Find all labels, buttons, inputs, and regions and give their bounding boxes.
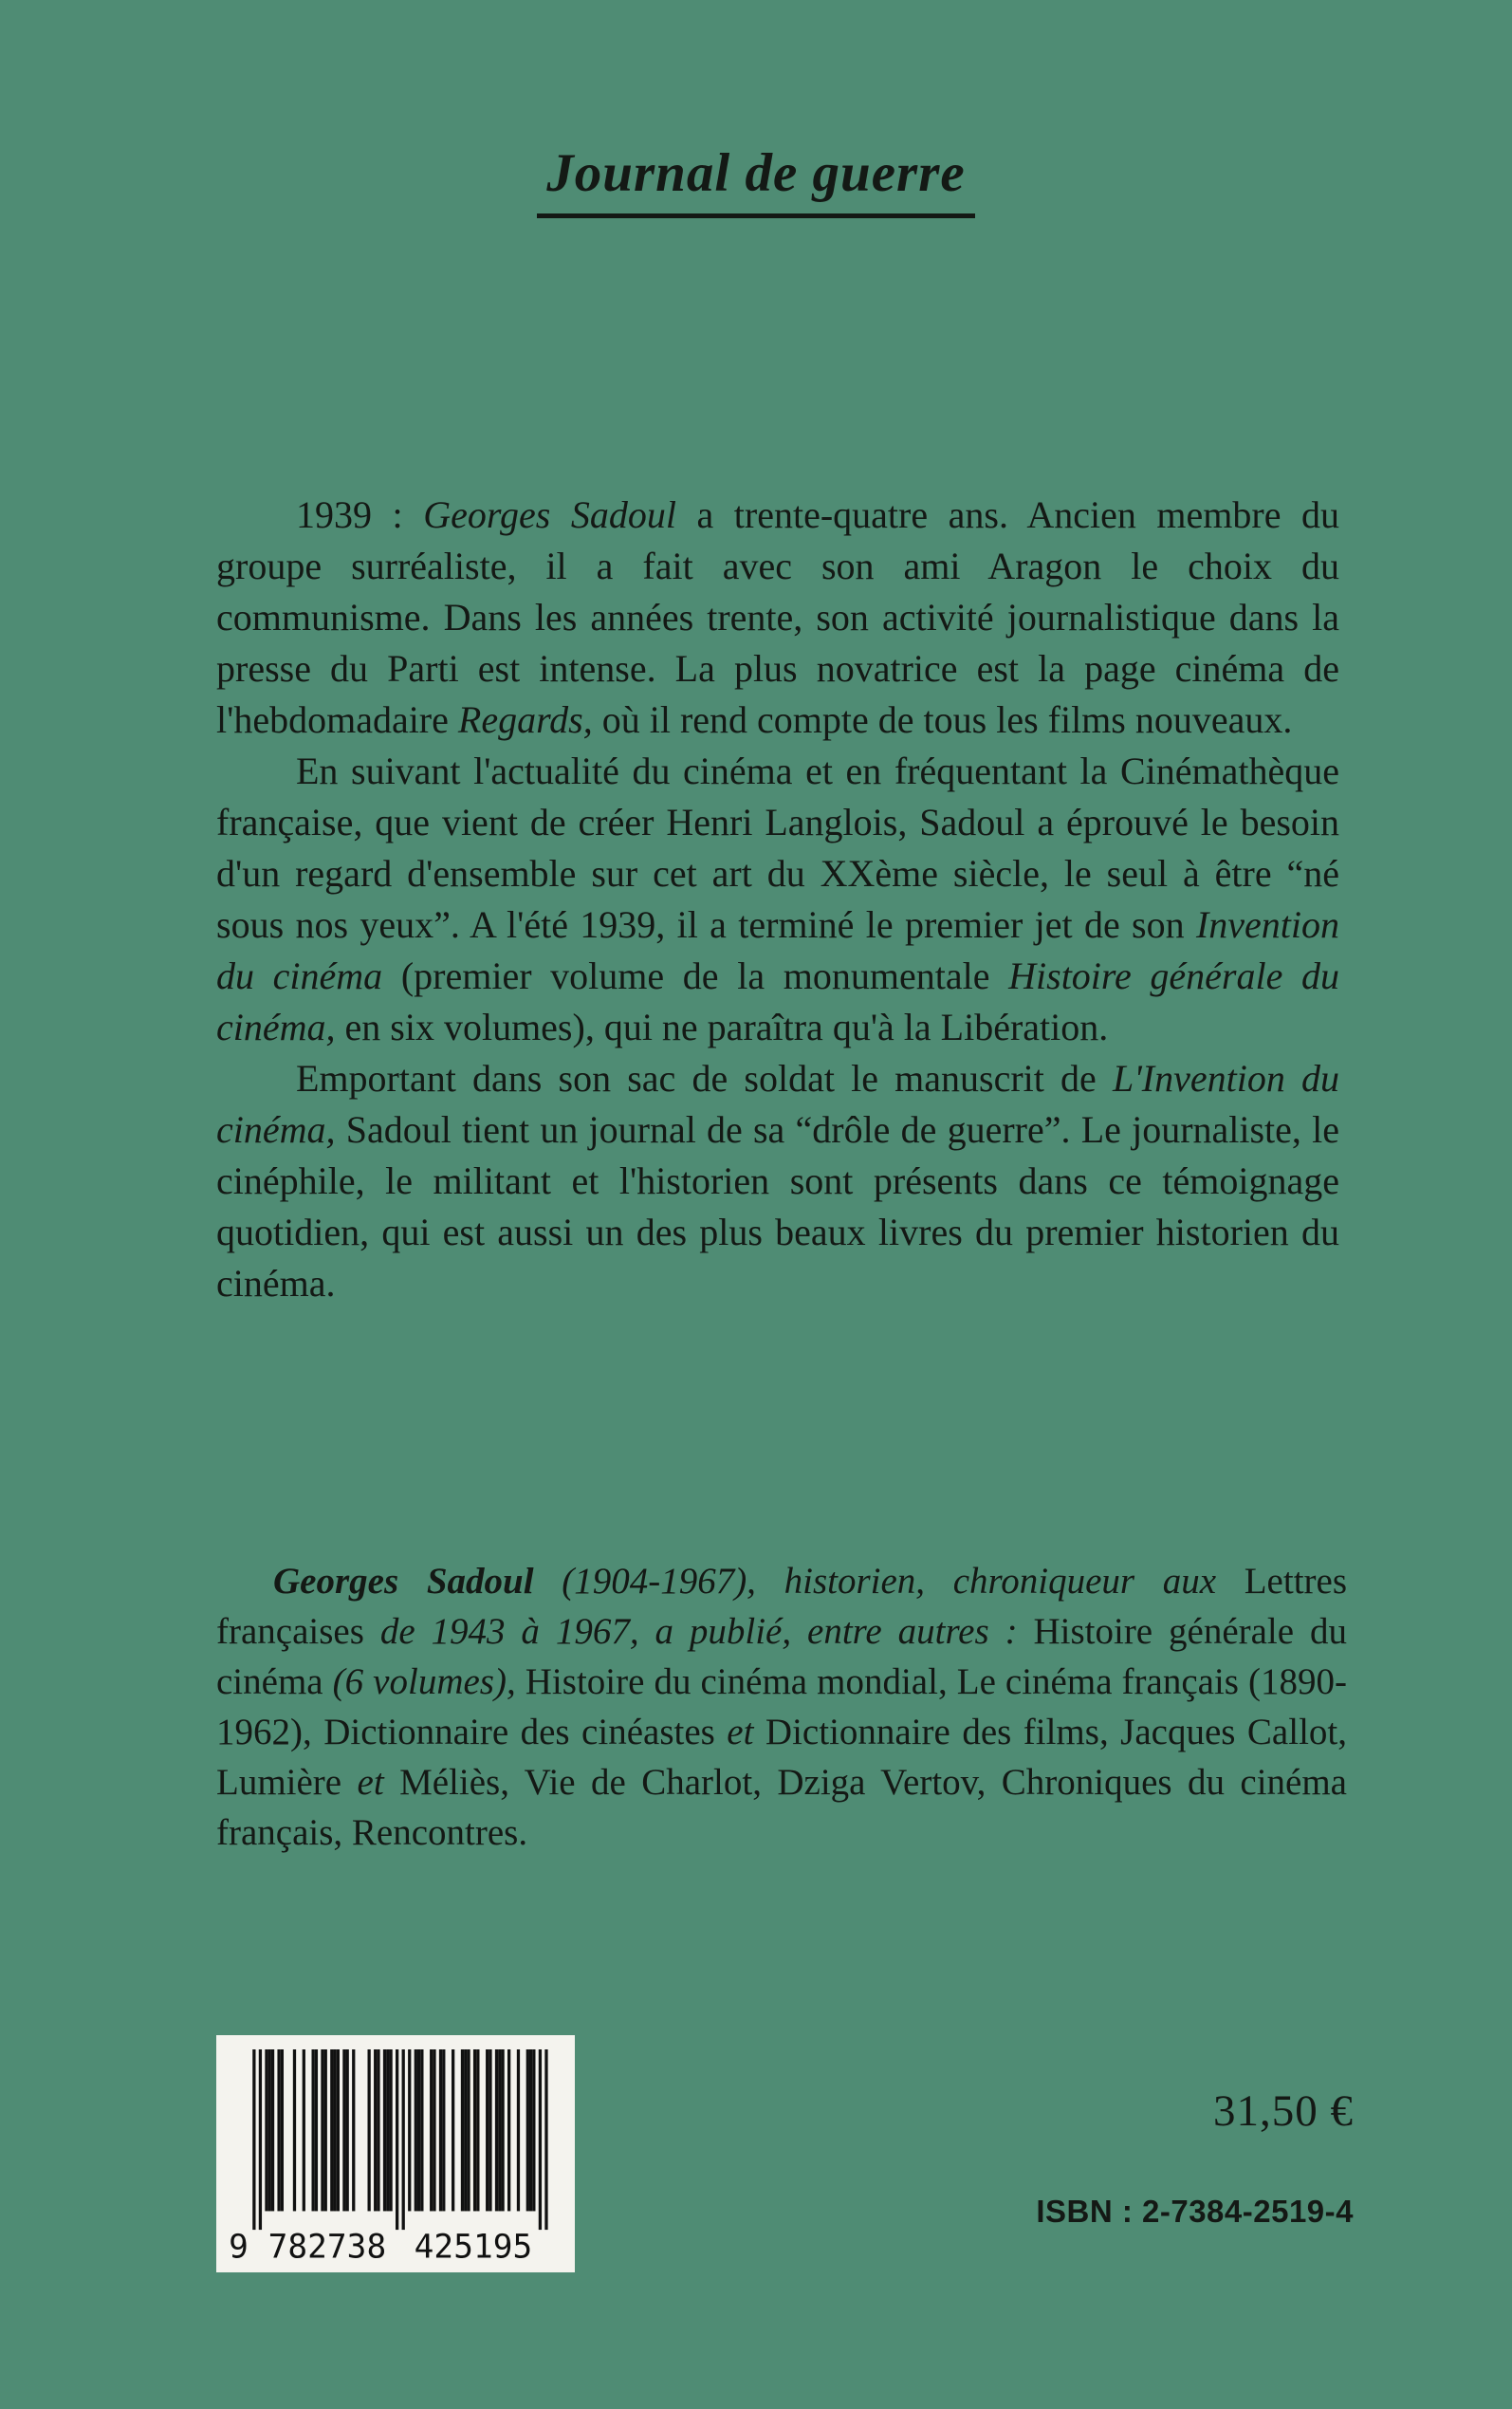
svg-text:9: 9: [229, 2228, 249, 2267]
barcode-svg: [228, 2049, 563, 2267]
barcode: [216, 2035, 575, 2272]
synopsis-text: [216, 490, 1339, 1309]
text-segment: et: [357, 1762, 400, 1803]
text-segment: de 1943 à 1967, a publié, entre autres :: [379, 1611, 1034, 1652]
text-segment: (premier volume de la monumentale: [382, 954, 1009, 997]
text-segment: Invention du cinéma: [216, 903, 1339, 997]
text-segment: (6 volumes),: [332, 1661, 526, 1702]
text-segment: a trente-quatre ans. Ancien membre du groupe surréaliste, il a fait avec son ami Aragon le choix du communisme. Dans les années trente, son activité journalistique dans la presse du Parti est intense. La plus novatrice est la page cinéma de l'hebdomadaire: [216, 493, 1339, 741]
text-segment: Emportant dans son sac de soldat le manuscrit de: [296, 1057, 1113, 1100]
text-segment: 1939 :: [296, 493, 424, 536]
text-segment: où il rend compte de tous les films nouveaux.: [592, 698, 1293, 741]
text-segment: Méliès, Vie de Charlot, Dziga Vertov, Chroniques du cinéma français, Rencontres.: [216, 1762, 1347, 1853]
paragraph: [216, 746, 1339, 1053]
text-segment: En suivant l'actualité du cinéma et en fréquentant la Cinémathèque française, que vient de créer Henri Langlois, Sadoul a éprouvé le besoin d'un regard d'ensemble sur cet art du XXème siècle, le seul à être “né sous nos yeux”. A l'été 1939, il a terminé le premier jet de son: [216, 750, 1339, 946]
text-segment: en six volumes), qui ne paraîtra qu'à la Libération.: [335, 1006, 1109, 1048]
title-block: [0, 142, 1512, 218]
text-segment: Lettres françaises: [216, 1561, 1348, 1652]
text-segment: Dictionnaire des films, Jacques Callot, Lumière: [216, 1712, 1347, 1803]
barcode-bars: [228, 2049, 563, 2267]
text-segment: et: [727, 1712, 765, 1752]
text-segment: Georges Sadoul: [273, 1561, 562, 1602]
price-label: 31,50 €: [1213, 2086, 1354, 2136]
paragraph: [216, 490, 1339, 746]
svg-text:782738: 782738: [267, 2228, 387, 2267]
text-segment: Sadoul tient un journal de sa “drôle de guerre”. Le journaliste, le cinéphile, le militant et l'historien sont présents dans ce témoignage quotidien, qui est aussi un des plus beaux livres du premier historien du cinéma.: [216, 1108, 1339, 1305]
text-segment: Histoire générale du cinéma: [216, 1611, 1347, 1702]
text-segment: Georges Sadoul: [423, 493, 676, 536]
text-segment: Regards,: [457, 698, 593, 741]
svg-text:425195: 425195: [414, 2228, 533, 2267]
text-segment: Histoire du cinéma mondial, Le cinéma français (1890-1962), Dictionnaire des cinéastes: [216, 1661, 1347, 1752]
paragraph: [216, 1053, 1339, 1309]
text-segment: (1904-1967), historien, chroniqueur aux: [562, 1561, 1245, 1602]
text-segment: L'Invention du cinéma,: [216, 1057, 1340, 1151]
isbn-label: ISBN : 2-7384-2519-4: [1036, 2194, 1354, 2229]
text-segment: Histoire générale du cinéma,: [216, 954, 1340, 1048]
book-title: Journal de guerre: [537, 142, 974, 218]
author-bio: [216, 1556, 1347, 1858]
paragraph: [216, 1556, 1347, 1858]
